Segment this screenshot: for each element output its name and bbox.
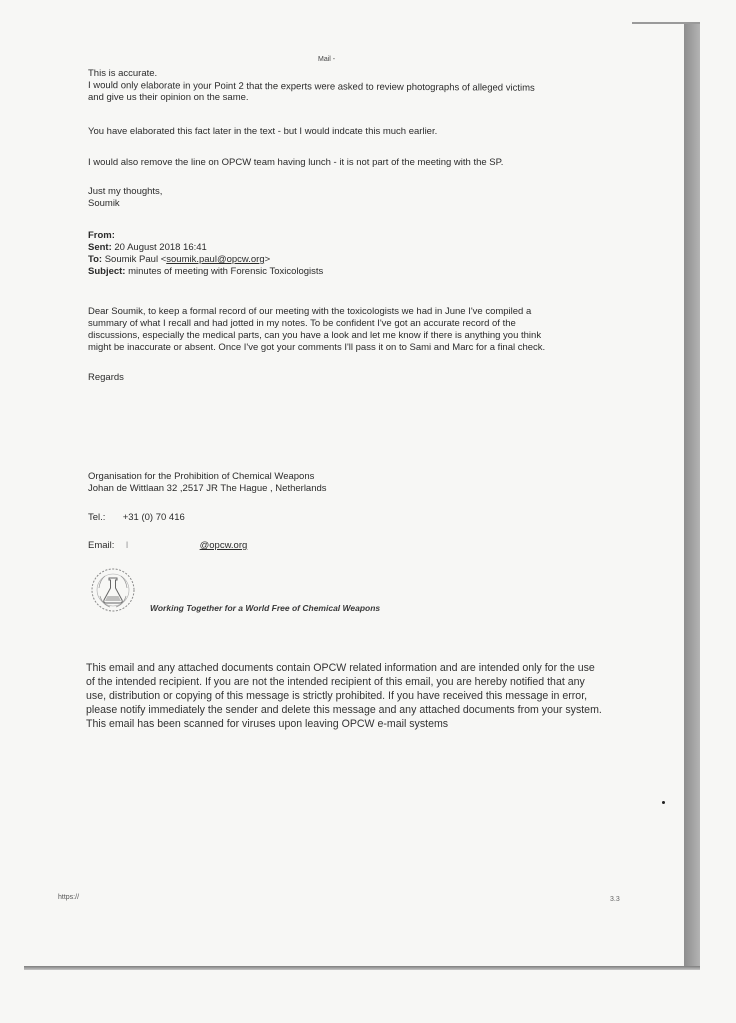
sent-label: Sent: <box>88 242 112 253</box>
disclaimer: This email and any attached documents contain OPCW related information and are intended only for the use of the intended recipient. If you are not the intended recipient of this email, you are hereby notified that any use, distribution or copying of this message is strictly prohibited. If you have received this message in error, please notify immediately the sender and delete this message and any attached documents from your system. This email has been scanned for viruses upon leaving OPCW e-mail systems <box>86 662 602 730</box>
tel-value: +31 (0) 70 416 <box>122 512 185 523</box>
from-label: From: <box>88 230 115 241</box>
opcw-seal-icon <box>90 566 136 614</box>
org-address: Johan de Wittlaan 32 ,2517 JR The Hague , Netherlands <box>88 483 327 494</box>
body-line: might be inaccurate or absent. Once I've got your comments I'll pass it on to Sami and Marc for a final check. <box>88 342 546 353</box>
reply-line: I would also remove the line on OPCW team having lunch - it is not part of the meeting with the SP. <box>88 157 504 168</box>
sent-row <box>88 242 323 254</box>
to-close: > <box>264 254 271 265</box>
reply-line: and give us their opinion on the same. <box>88 92 249 103</box>
tel-row <box>88 512 185 524</box>
email-domain-link[interactable]: @opcw.org <box>199 540 248 551</box>
message-headers <box>88 230 323 278</box>
to-label: To: <box>88 254 103 265</box>
reply-line: This is accurate. <box>88 68 158 79</box>
signature-org <box>88 471 327 495</box>
reply-signoff <box>88 186 162 210</box>
sent-value: 20 August 2018 16:41 <box>114 242 207 253</box>
to-name: Soumik Paul < <box>104 254 167 265</box>
body-line: discussions, especially the medical parts, can you have a look and let me know if there is anything you think <box>88 330 542 341</box>
footer-page-number: 3.3 <box>610 896 620 903</box>
email-prefix: I <box>125 540 129 551</box>
reply-line: Just my thoughts, <box>88 186 163 197</box>
tel-label: Tel.: <box>88 512 106 523</box>
email-label: Email: <box>88 540 115 551</box>
footer-url: https:// <box>58 894 80 901</box>
reply-line: I would only elaborate in your Point 2 that the experts were asked to review photographs of alleged victims <box>87 80 535 94</box>
message-body <box>88 306 545 354</box>
subject-row <box>88 266 323 278</box>
subject-value: minutes of meeting with Forensic Toxicologists <box>128 266 324 277</box>
reply-block <box>88 68 535 104</box>
to-row <box>88 254 323 266</box>
org-name: Organisation for the Prohibition of Chemical Weapons <box>88 471 315 482</box>
tagline: Working Together for a World Free of Chemical Weapons <box>150 603 381 613</box>
reply-line: Soumik <box>88 198 120 209</box>
scan-speck <box>662 801 665 804</box>
to-email-link[interactable]: soumik.paul@opcw.org <box>166 254 265 265</box>
body-line: summary of what I recall and had jotted in my notes. To be confident I've got an accurate record of the <box>88 318 516 329</box>
reply-line: You have elaborated this fact later in the text - but I would indcate this much earlier. <box>88 126 438 137</box>
closing: Regards <box>88 372 124 383</box>
body-line: Dear Soumik, to keep a formal record of our meeting with the toxicologists we had in June I've compiled a <box>88 306 532 317</box>
email-row <box>88 540 247 552</box>
header-mark: Mail - <box>318 56 336 63</box>
subject-label: Subject: <box>88 266 126 277</box>
